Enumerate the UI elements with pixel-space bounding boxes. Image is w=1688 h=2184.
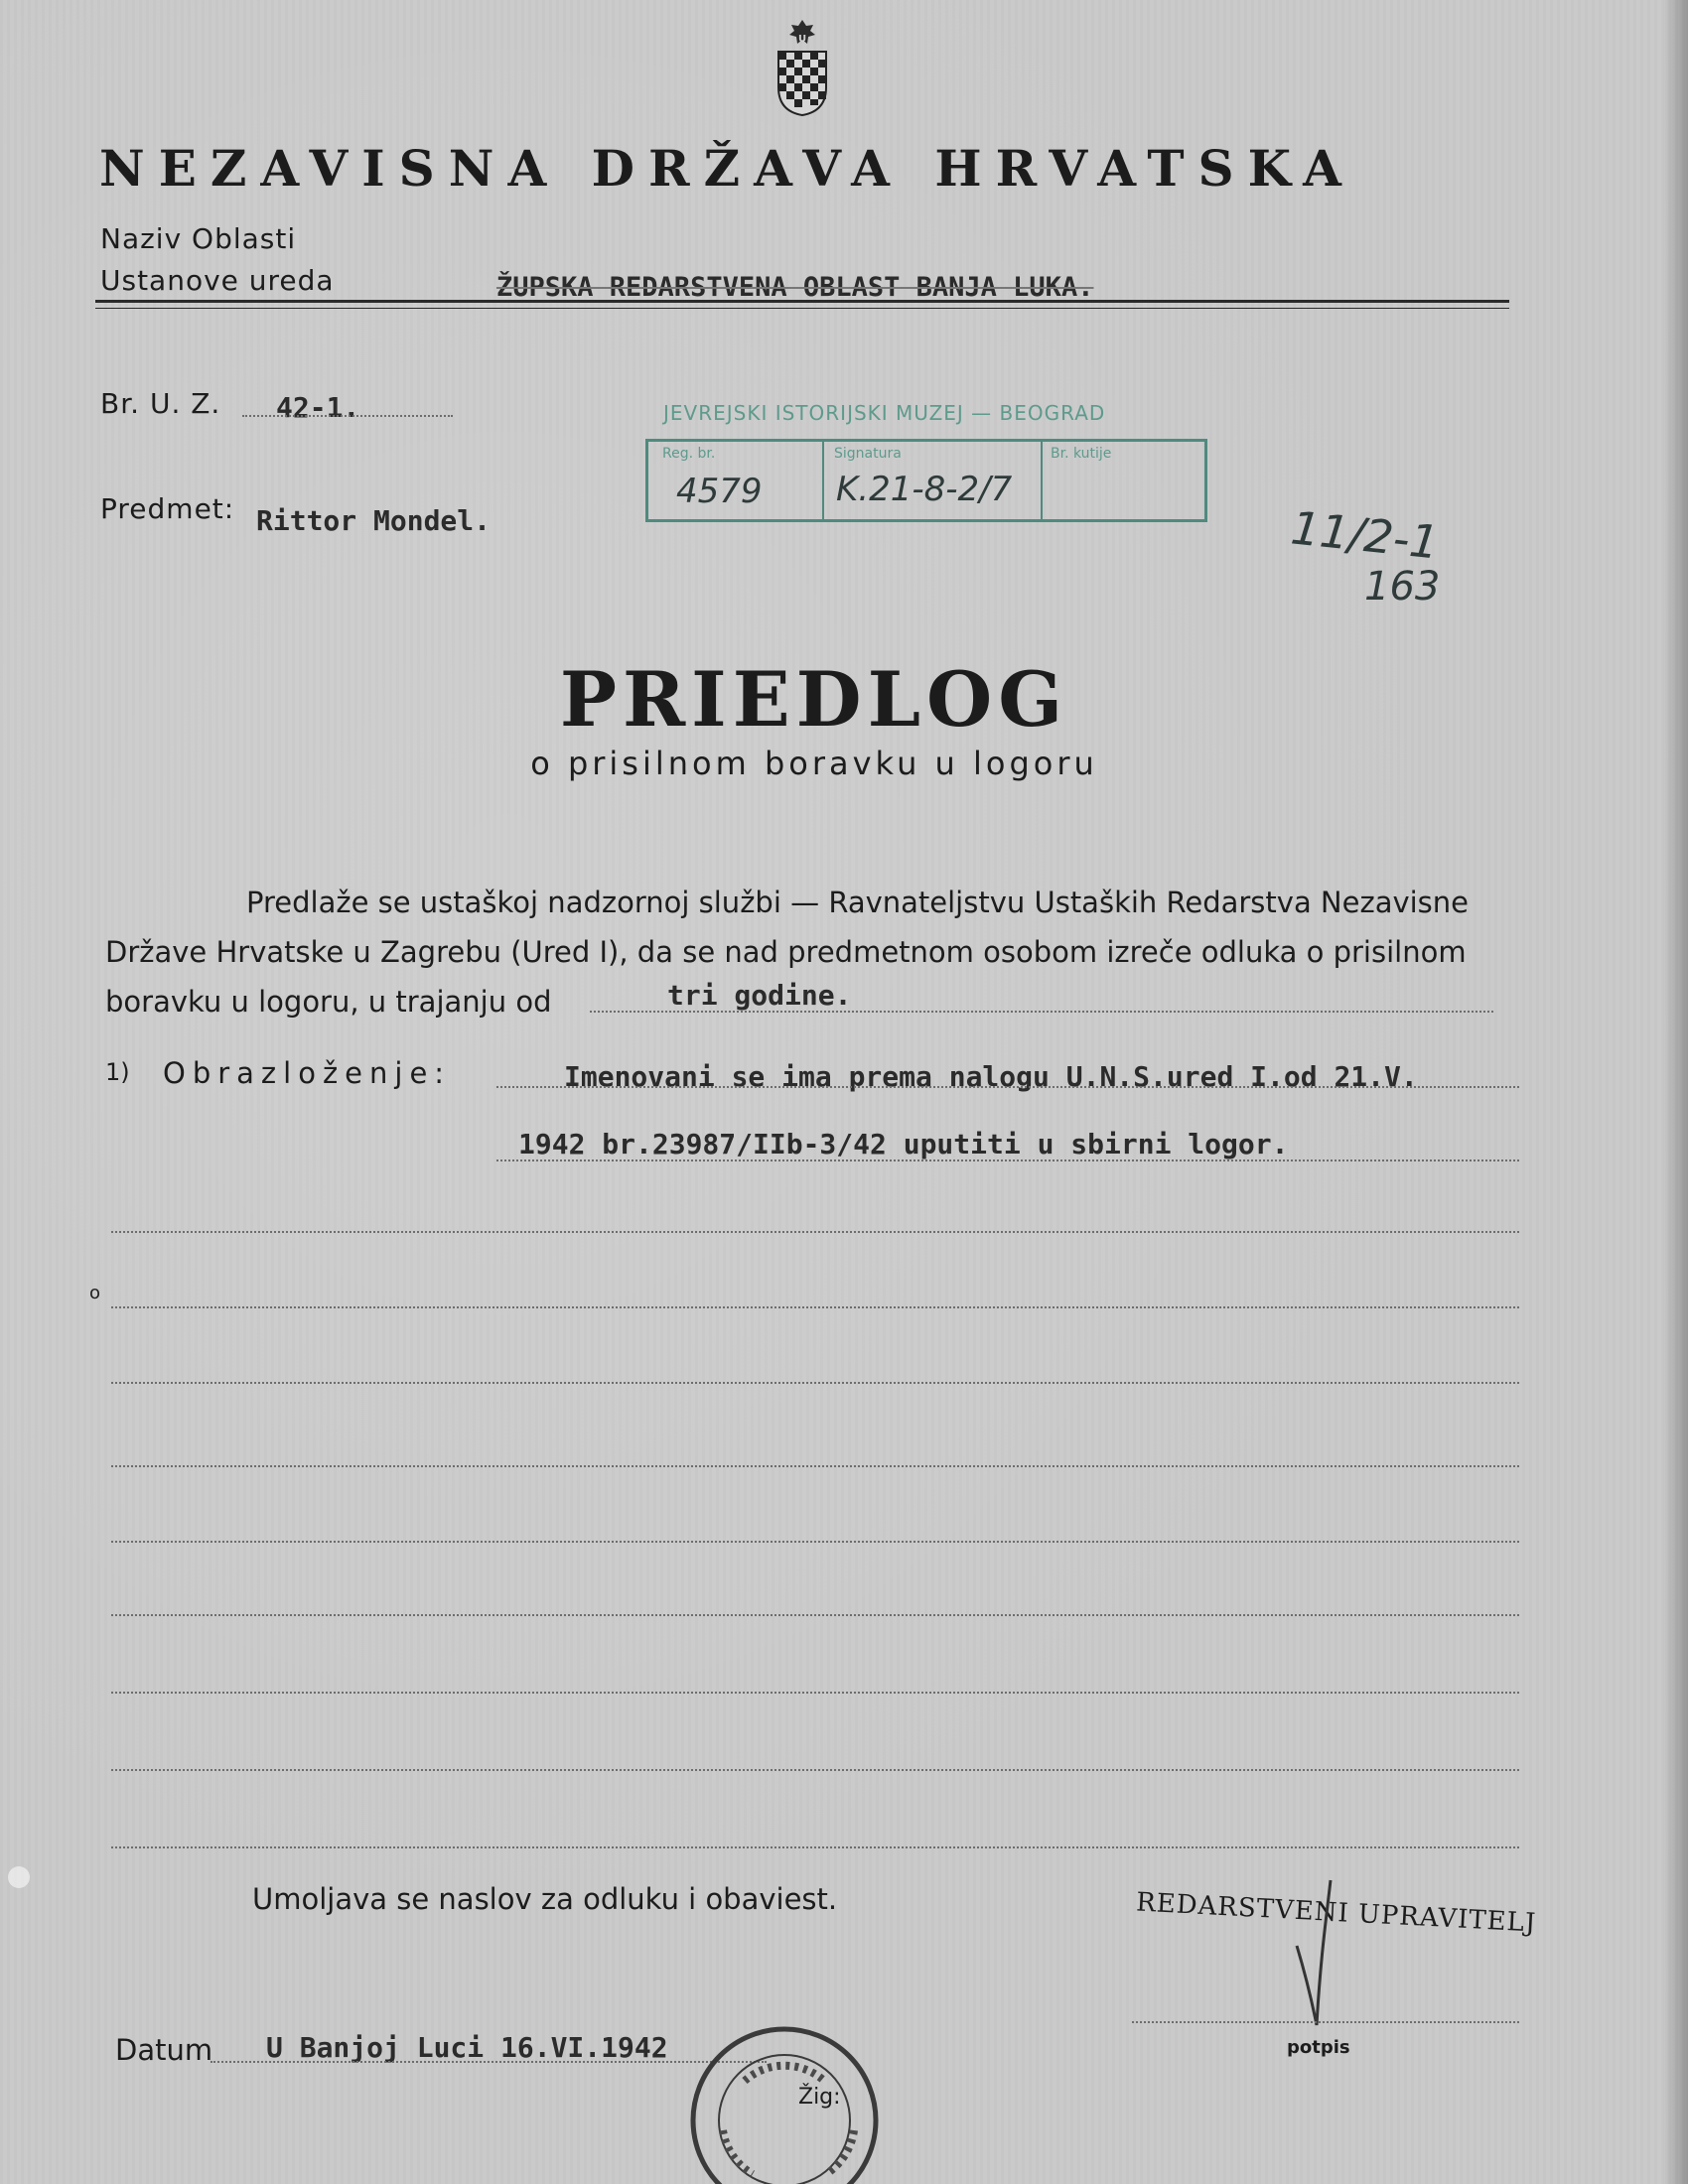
blank-dotted-line — [111, 1231, 1519, 1233]
blank-dotted-line — [111, 1846, 1519, 1848]
margin-mark: o — [89, 1283, 101, 1303]
obrazlozenje-line-2: 1942 br.23987/IIb-3/42 uputiti u sbirni logor. — [518, 1128, 1289, 1160]
stamp-reg-head: Reg. br. — [662, 446, 716, 462]
stamp-cell-kutije — [1041, 442, 1199, 519]
br-uz-label: Br. U. Z. — [100, 387, 221, 420]
potpis-dotted-line — [1132, 2021, 1519, 2023]
document-subtitle: o prisilnom boravku u logoru — [530, 745, 1098, 782]
stamp-reg-value: 4579 — [676, 472, 763, 511]
obrazlozenje-dotted-line-2 — [496, 1160, 1519, 1161]
body-line-3-prefix: boravku u logoru, u trajanju od — [105, 985, 552, 1019]
obrazlozenje-dotted-line-1 — [496, 1086, 1519, 1088]
header-rule-thin — [95, 308, 1509, 309]
stamp-cell-reg — [648, 442, 824, 519]
obrazlozenje-label: Obrazloženje: — [163, 1056, 452, 1090]
handwritten-reference-line1: 11/2-1 — [1288, 500, 1442, 570]
state-name-heading: NEZAVISNA DRŽAVA HRVATSKA — [99, 139, 1355, 198]
predmet-value: Rittor Mondel. — [256, 504, 492, 537]
blank-dotted-line — [111, 1769, 1519, 1771]
stamp-signatura-head: Signatura — [834, 446, 902, 462]
official-title: REDARSTVENI UPRAVITELJ — [1135, 1887, 1537, 1939]
potpis-label: potpis — [1287, 2037, 1350, 2058]
duration-value: tri godine. — [667, 979, 852, 1012]
ustanove-value: ŽUPSKA REDARSTVENA OBLAST BANJA LUKA. — [496, 272, 1094, 303]
ustanove-ureda-label: Ustanove ureda — [100, 264, 335, 297]
footnote-marker: 1) — [105, 1058, 130, 1086]
svg-text:U: U — [797, 34, 807, 45]
stamp-cell-signatura — [822, 442, 1043, 519]
blank-dotted-line — [111, 1306, 1519, 1308]
br-uz-value: 42-1. — [276, 391, 360, 424]
signature-stroke — [1291, 1876, 1350, 2035]
archive-stamp — [645, 439, 1207, 522]
scan-edge-shadow — [1662, 0, 1688, 2184]
blank-dotted-line — [111, 1692, 1519, 1694]
datum-value: U Banjoj Luci 16.VI.1942 — [266, 2031, 668, 2064]
blank-dotted-line — [111, 1541, 1519, 1543]
blank-dotted-line — [111, 1465, 1519, 1467]
stamp-signatura-value: K.21-8-2/7 — [836, 470, 1013, 509]
document-title: PRIEDLOG — [559, 655, 1069, 744]
body-line-1: Predlaže se ustaškoj nadzornoj službi — Ravnateljstvu Ustaških Redarstva Nezavisne — [246, 886, 1470, 919]
request-text: Umoljava se naslov za odluku i obaviest. — [252, 1882, 838, 1916]
stamp-kutije-head: Br. kutije — [1051, 446, 1112, 462]
coat-of-arms-icon — [771, 18, 834, 117]
duration-dotted-line — [590, 1011, 1493, 1013]
br-uz-dotted-line — [242, 415, 453, 417]
handwritten-reference-line2: 163 — [1364, 564, 1441, 610]
official-seal-stamp — [685, 2021, 884, 2184]
body-line-2: Države Hrvatske u Zagrebu (Ured I), da se nad predmetnom osobom izreče odluka o prisilnom — [105, 935, 1467, 969]
blank-dotted-line — [111, 1614, 1519, 1616]
archive-stamp-heading: JEVREJSKI ISTORIJSKI MUZEJ — BEOGRAD — [663, 401, 1106, 425]
zig-label: Žig: — [798, 2085, 841, 2110]
punch-hole — [8, 1866, 30, 1888]
datum-label: Datum — [115, 2033, 213, 2067]
header-rule — [95, 300, 1509, 303]
datum-dotted-line — [211, 2061, 767, 2063]
blank-dotted-line — [111, 1382, 1519, 1384]
obrazlozenje-line-1: Imenovani se ima prema nalogu U.N.S.ured I.od 21.V. — [564, 1060, 1418, 1093]
predmet-label: Predmet: — [100, 492, 235, 525]
naziv-oblasti-label: Naziv Oblasti — [100, 222, 297, 255]
